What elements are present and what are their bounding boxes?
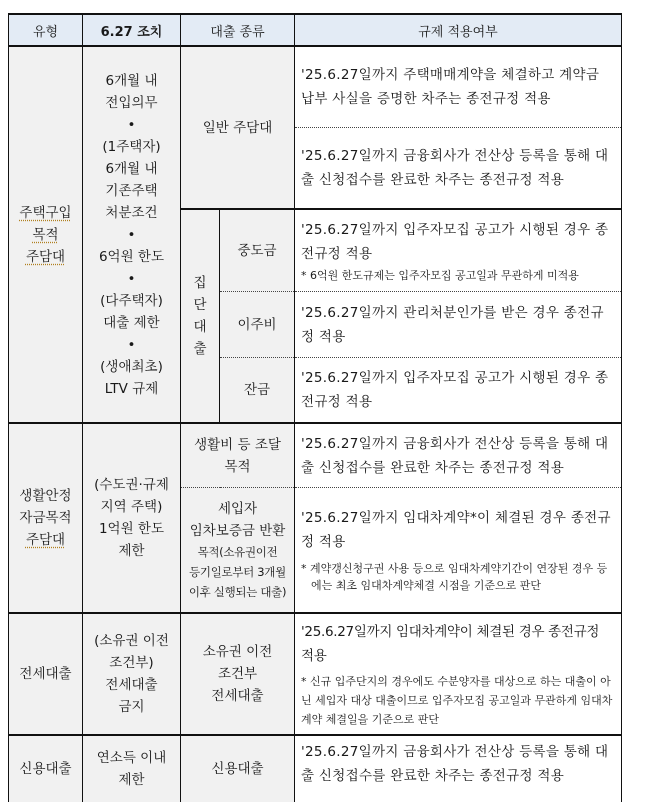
loan-kind-credit: 신용대출: [181, 735, 295, 802]
loan-kind-deposit-return: [181, 488, 295, 614]
header-loan-kind: 대출 종류: [181, 14, 295, 46]
loan-kind-label: 일반 주담대: [202, 119, 273, 136]
loan-kind-living-expense: [181, 423, 295, 488]
type-housing-line2: 목적: [32, 226, 59, 243]
bullet: •: [127, 270, 136, 287]
type-living: [9, 423, 83, 613]
loan-kind-line: 조건부: [217, 666, 258, 682]
applicability-general-1: '25.6.27일까지 주택매매계약을 체결하고 계약금 납부 사실을 증명한 차주는 종전규정 적용: [295, 46, 622, 128]
measure-line: (1주택자): [102, 138, 161, 155]
sub-kind-relocation: 이주비: [220, 292, 295, 358]
measure-line: 전입의무: [105, 94, 158, 111]
applicability-credit: '25.6.27일까지 금융회사가 전산상 등록을 통해 대출 신청접수를 완료한 차주는 종전규정 적용: [295, 735, 622, 802]
loan-kind-general-mortgage: [181, 46, 295, 209]
regulation-table: [8, 13, 622, 802]
header-measure: 6.27 조치: [83, 14, 181, 46]
header-type: 유형: [9, 14, 83, 46]
header-row: [9, 14, 622, 46]
applicability-jeonse: [295, 613, 622, 735]
type-credit: 신용대출: [9, 735, 83, 802]
loan-kind-line: 임차보증금 반환: [189, 523, 286, 539]
applicability-balance: '25.6.27일까지 입주자모집 공고가 시행된 경우 종전규정 적용: [295, 358, 622, 424]
footnote: * 계약갱신청구권 사용 등으로 임대차계약기간이 연장된 경우 등에는 최초 임대차계약체결 시점을 기준으로 판단: [301, 562, 608, 592]
measure-line: 6개월 내: [105, 72, 158, 89]
measure-line: 연소득 이내: [96, 750, 167, 766]
applicability-general-2: '25.6.27일까지 금융회사가 전산상 등록을 통해 대출 신청접수를 완료한 차주는 종전규정 적용: [295, 128, 622, 210]
measure-line: 기존주택: [105, 182, 158, 199]
type-housing-line3: 주담대: [25, 248, 66, 265]
loan-kind-line: 등기일로부터 3개월: [189, 565, 286, 579]
measure-line: 제한: [118, 543, 145, 559]
loan-kind-line: 세입자: [217, 501, 258, 517]
measure-line: (소유권 이전: [94, 633, 169, 649]
loan-kind-line: 목적(소유권이전: [197, 545, 278, 559]
type-living-line2: 자금목적: [19, 510, 72, 526]
footnote: * 6억원 한도규제는 입주자모집 공고일과 무관하게 미적용: [301, 268, 579, 282]
applicability-relocation: '25.6.27일까지 관리처분인가를 받은 경우 종전규정 적용: [295, 292, 622, 358]
loan-kind-line: 소유권 이전: [202, 644, 273, 660]
group-label-char: 집: [193, 275, 207, 291]
type-housing: [9, 46, 83, 423]
applicability-text: '25.6.27일까지 입주자모집 공고가 시행된 경우 종전규정 적용: [301, 221, 609, 262]
measure-line: 조건부): [109, 655, 154, 671]
measure-living: [83, 423, 181, 613]
applicability-deposit-return: [295, 488, 622, 614]
footnote: * 신규 입주단지의 경우에도 수분양자를 대상으로 하는 대출이 아닌 세입자 대상 대출이므로 입주자모집 공고일과 무관하게 임대차계약 체결일을 기준으로 판단: [301, 674, 613, 726]
measure-line: (수도권·규제: [94, 477, 169, 493]
loan-kind-group-loan: [181, 209, 220, 423]
measure-line: 전세대출: [105, 677, 158, 693]
header-applicability: 규제 적용여부: [295, 14, 622, 46]
group-label-char: 출: [193, 341, 207, 357]
applicability-text: '25.6.27일까지 임대차계약이 체결된 경우 종전규정 적용: [301, 623, 600, 664]
applicability-living-expense: '25.6.27일까지 금융회사가 전산상 등록을 통해 대출 신청접수를 완료한 차주는 종전규정 적용: [295, 423, 622, 488]
applicability-text: '25.6.27일까지 임대차계약*이 체결된 경우 종전규정 적용: [301, 510, 611, 550]
type-living-line3: 주담대: [25, 532, 66, 548]
measure-line: 대출 제한: [103, 314, 160, 331]
type-jeonse: 전세대출: [9, 613, 83, 735]
measure-line: (다주택자): [100, 292, 163, 309]
table-row-living-1: [9, 423, 622, 488]
measure-line: 6개월 내: [105, 160, 158, 177]
sub-kind-midpayment: 중도금: [220, 209, 295, 292]
measure-line: 1억원 한도: [98, 521, 165, 537]
type-housing-line1: 주택구입: [19, 204, 72, 221]
sub-kind-balance: 잔금: [220, 358, 295, 424]
measure-line: 제한: [118, 772, 145, 788]
measure-line: 금지: [118, 699, 145, 715]
group-label-char: 대: [193, 319, 207, 335]
loan-kind-line: 목적: [224, 458, 251, 475]
measure-line: 6억원 한도: [98, 248, 165, 265]
group-label-char: 단: [193, 297, 207, 313]
type-living-line1: 생활안정: [19, 488, 72, 504]
loan-kind-line: 이후 실행되는 대출): [188, 585, 287, 599]
measure-jeonse: [83, 613, 181, 735]
applicability-midpayment: [295, 209, 622, 292]
measure-line: 지역 주택): [100, 499, 163, 515]
loan-kind-line: 생활비 등 조달: [194, 436, 281, 453]
table-row-jeonse: [9, 613, 622, 735]
bullet: •: [127, 336, 136, 353]
measure-line: 처분조건: [105, 204, 158, 221]
table-row-housing-general-1: [9, 46, 622, 128]
loan-kind-jeonse: [181, 613, 295, 735]
loan-kind-line: 전세대출: [211, 688, 264, 704]
bullet: •: [127, 116, 136, 133]
bullet: •: [127, 226, 136, 243]
measure-line: (생애최초): [100, 358, 163, 375]
measure-line: LTV 규제: [104, 380, 159, 397]
measure-housing: [83, 46, 181, 423]
